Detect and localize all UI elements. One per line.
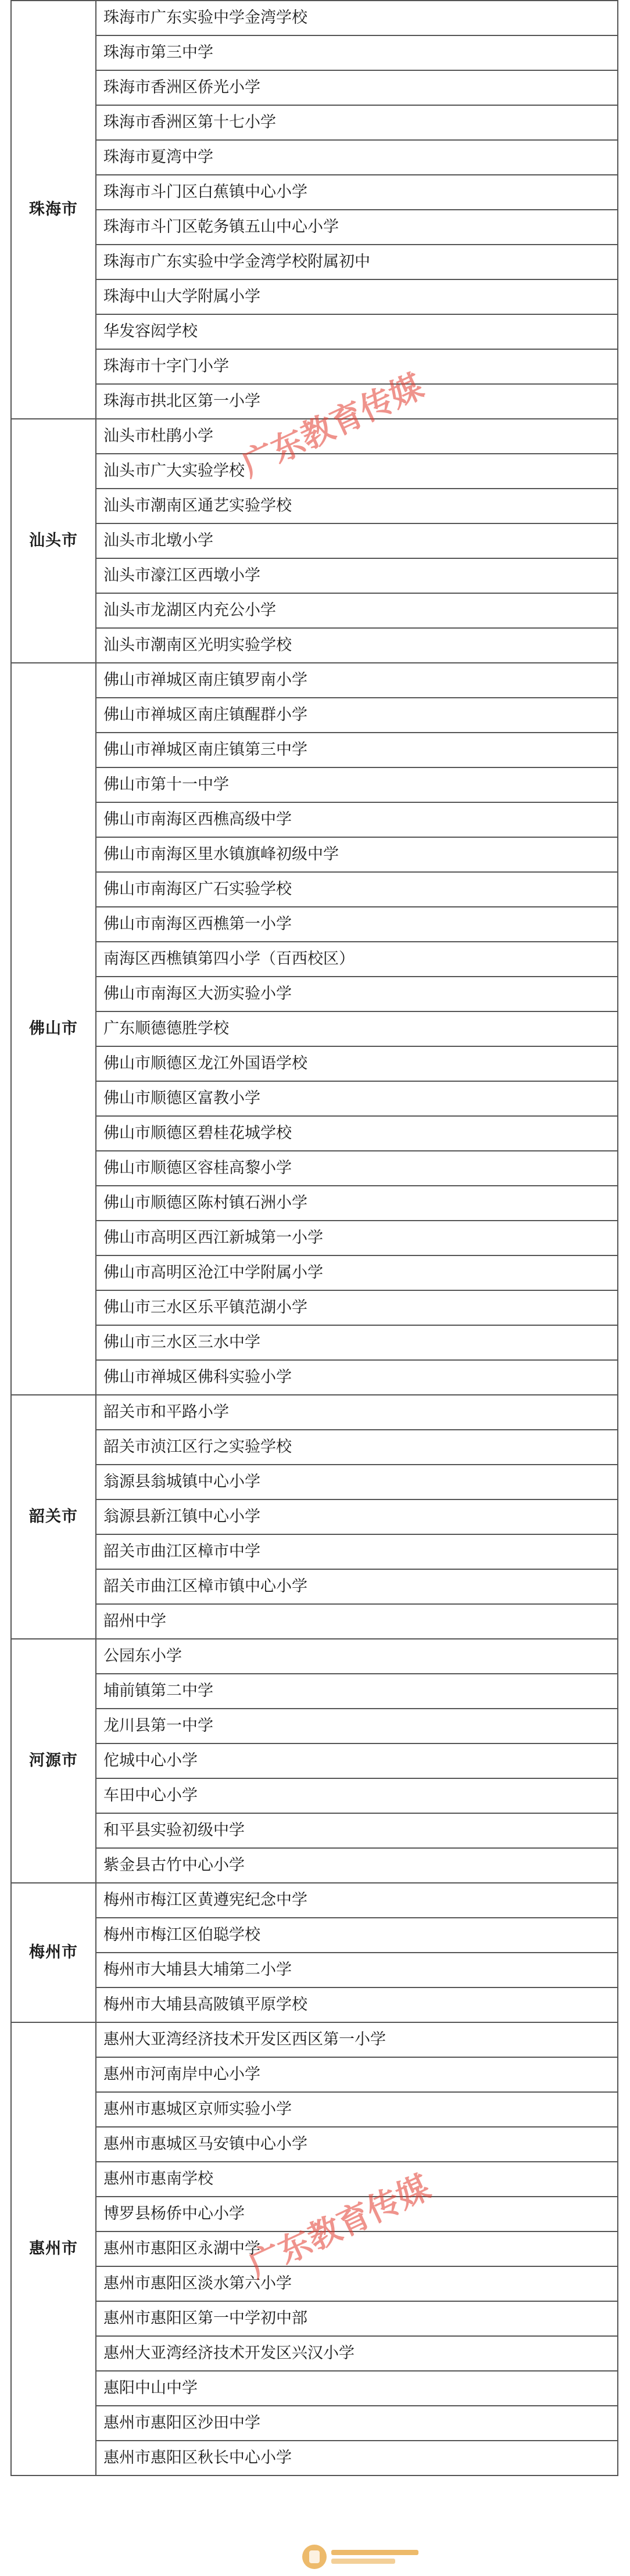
table-row xyxy=(11,140,618,175)
school-name-cell: 翁源县新江镇中心小学 xyxy=(96,1499,618,1534)
table-row xyxy=(11,1604,618,1639)
school-name-cell: 珠海市第三中学 xyxy=(96,35,618,70)
table-row xyxy=(11,70,618,105)
school-name-cell: 华发容闳学校 xyxy=(96,314,618,349)
table-row xyxy=(11,1151,618,1186)
table-row xyxy=(11,35,618,70)
school-name-cell: 汕头市杜鹃小学 xyxy=(96,419,618,454)
school-name-cell: 佛山市顺德区龙江外国语学校 xyxy=(96,1046,618,1081)
school-name-cell: 佛山市顺德区碧桂花城学校 xyxy=(96,1116,618,1151)
school-name-cell: 佛山市南海区大沥实验小学 xyxy=(96,977,618,1011)
table-row xyxy=(11,1883,618,1918)
table-row xyxy=(11,1255,618,1290)
school-name-cell: 佛山市高明区西江新城第一小学 xyxy=(96,1221,618,1255)
table-row xyxy=(11,454,618,489)
table-row xyxy=(11,2406,618,2441)
table-row xyxy=(11,2022,618,2057)
school-name-cell: 珠海市香洲区侨光小学 xyxy=(96,70,618,105)
table-row xyxy=(11,2057,618,2092)
table-row xyxy=(11,105,618,140)
city-cell: 梅州市 xyxy=(11,1883,96,2022)
table-row xyxy=(11,1221,618,1255)
table-row xyxy=(11,1569,618,1604)
table-row xyxy=(11,2336,618,2371)
school-name-cell: 惠州市河南岸中心小学 xyxy=(96,2057,618,2092)
table-row xyxy=(11,1743,618,1778)
table-row xyxy=(11,1953,618,1987)
school-name-cell: 汕头市北墩小学 xyxy=(96,523,618,558)
school-name-cell: 汕头市龙湖区内充公小学 xyxy=(96,593,618,628)
watermark-text: 广东教育传媒 xyxy=(242,2168,436,2286)
table-row xyxy=(11,1046,618,1081)
school-name-cell: 珠海市香洲区第十七小学 xyxy=(96,105,618,140)
school-name-cell: 珠海市拱北区第一小学 xyxy=(96,384,618,419)
table-row xyxy=(11,1116,618,1151)
table-row xyxy=(11,1186,618,1221)
table-row xyxy=(11,2371,618,2406)
school-name-cell: 惠州市惠阳区第一中学初中部 xyxy=(96,2301,618,2336)
table-row xyxy=(11,1290,618,1325)
city-cell: 珠海市 xyxy=(11,1,96,419)
school-name-cell: 梅州市梅江区伯聪学校 xyxy=(96,1918,618,1953)
school-list-body xyxy=(11,1,618,2475)
table-row xyxy=(11,1674,618,1709)
table-row xyxy=(11,175,618,210)
table-row xyxy=(11,872,618,907)
school-name-cell: 惠州大亚湾经济技术开发区兴汉小学 xyxy=(96,2336,618,2371)
school-name-cell: 翁源县翁城镇中心小学 xyxy=(96,1465,618,1499)
table-row xyxy=(11,1639,618,1674)
table-row xyxy=(11,1813,618,1848)
school-name-cell: 汕头市广大实验学校 xyxy=(96,454,618,489)
school-name-cell: 韶州中学 xyxy=(96,1604,618,1639)
school-name-cell: 博罗县杨侨中心小学 xyxy=(96,2197,618,2231)
table-row xyxy=(11,1395,618,1430)
school-name-cell: 佛山市顺德区容桂高黎小学 xyxy=(96,1151,618,1186)
school-name-cell: 韶关市曲江区樟市中学 xyxy=(96,1534,618,1569)
table-row xyxy=(11,1360,618,1395)
school-name-cell: 佛山市南海区里水镇旗峰初级中学 xyxy=(96,837,618,872)
table-row xyxy=(11,767,618,802)
table-row xyxy=(11,907,618,942)
table-row xyxy=(11,2231,618,2266)
school-name-cell: 汕头市潮南区通艺实验学校 xyxy=(96,489,618,523)
table-row xyxy=(11,1,618,35)
school-name-cell: 韶关市和平路小学 xyxy=(96,1395,618,1430)
table-row xyxy=(11,314,618,349)
school-name-cell: 埔前镇第二中学 xyxy=(96,1674,618,1709)
school-name-cell: 佛山市南海区西樵第一小学 xyxy=(96,907,618,942)
school-name-cell: 佛山市高明区沧江中学附属小学 xyxy=(96,1255,618,1290)
school-name-cell: 佛山市三水区三水中学 xyxy=(96,1325,618,1360)
table-row xyxy=(11,1987,618,2022)
table-row xyxy=(11,1534,618,1569)
city-cell: 佛山市 xyxy=(11,663,96,1395)
school-name-cell: 珠海市斗门区乾务镇五山中心小学 xyxy=(96,210,618,245)
school-name-cell: 广东顺德德胜学校 xyxy=(96,1011,618,1046)
school-name-cell: 车田中心小学 xyxy=(96,1778,618,1813)
table-row xyxy=(11,489,618,523)
school-name-cell: 韶关市曲江区樟市镇中心小学 xyxy=(96,1569,618,1604)
table-row xyxy=(11,698,618,733)
table-row xyxy=(11,1430,618,1465)
table-row xyxy=(11,942,618,977)
table-row xyxy=(11,1499,618,1534)
city-cell: 韶关市 xyxy=(11,1395,96,1639)
table-row xyxy=(11,1778,618,1813)
school-name-cell: 珠海市斗门区白蕉镇中心小学 xyxy=(96,175,618,210)
school-name-cell: 佛山市禅城区佛科实验小学 xyxy=(96,1360,618,1395)
table-row xyxy=(11,2266,618,2301)
table-row xyxy=(11,2197,618,2231)
school-name-cell: 珠海市夏湾中学 xyxy=(96,140,618,175)
school-name-cell: 佛山市顺德区陈村镇石洲小学 xyxy=(96,1186,618,1221)
table-row xyxy=(11,1918,618,1953)
table-row xyxy=(11,2301,618,2336)
school-name-cell: 梅州市大埔县大埔第二小学 xyxy=(96,1953,618,1987)
city-cell: 汕头市 xyxy=(11,419,96,663)
table-row xyxy=(11,419,618,454)
school-name-cell: 和平县实验初级中学 xyxy=(96,1813,618,1848)
school-name-cell: 珠海市广东实验中学金湾学校 xyxy=(96,1,618,35)
school-name-cell: 惠州市惠阳区淡水第六小学 xyxy=(96,2266,618,2301)
city-cell: 河源市 xyxy=(11,1639,96,1883)
school-name-cell: 韶关市浈江区行之实验学校 xyxy=(96,1430,618,1465)
logo-lettering xyxy=(331,2550,418,2564)
table-row xyxy=(11,1011,618,1046)
school-name-cell: 惠州市惠城区京师实验小学 xyxy=(96,2092,618,2127)
table-row xyxy=(11,2162,618,2197)
school-name-cell: 梅州市梅江区黄遵宪纪念中学 xyxy=(96,1883,618,1918)
school-name-cell: 佛山市三水区乐平镇范湖小学 xyxy=(96,1290,618,1325)
city-cell: 惠州市 xyxy=(11,2022,96,2475)
table-row xyxy=(11,733,618,767)
school-name-cell: 惠州市惠阳区永湖中学 xyxy=(96,2231,618,2266)
table-row xyxy=(11,663,618,698)
table-row xyxy=(11,279,618,314)
school-name-cell: 公园东小学 xyxy=(96,1639,618,1674)
school-name-cell: 珠海市广东实验中学金湾学校附属初中 xyxy=(96,245,618,279)
school-name-cell: 佛山市南海区广石实验学校 xyxy=(96,872,618,907)
table-row xyxy=(11,1465,618,1499)
table-row xyxy=(11,802,618,837)
school-name-cell: 佛山市第十一中学 xyxy=(96,767,618,802)
school-list-table xyxy=(10,0,618,2476)
table-row xyxy=(11,2127,618,2162)
school-name-cell: 惠州市惠城区马安镇中心小学 xyxy=(96,2127,618,2162)
watermark-text: 广东教育传媒 xyxy=(235,367,429,485)
table-row xyxy=(11,593,618,628)
school-name-cell: 惠州市惠南学校 xyxy=(96,2162,618,2197)
table-row xyxy=(11,210,618,245)
school-name-cell: 惠州市惠阳区沙田中学 xyxy=(96,2406,618,2441)
table-row xyxy=(11,349,618,384)
school-name-cell: 惠州大亚湾经济技术开发区西区第一小学 xyxy=(96,2022,618,2057)
table-row xyxy=(11,977,618,1011)
school-name-cell: 佗城中心小学 xyxy=(96,1743,618,1778)
school-name-cell: 汕头市濠江区西墩小学 xyxy=(96,558,618,593)
school-name-cell: 佛山市顺德区富教小学 xyxy=(96,1081,618,1116)
school-name-cell: 南海区西樵镇第四小学（百西校区） xyxy=(96,942,618,977)
school-name-cell: 梅州市大埔县高陂镇平原学校 xyxy=(96,1987,618,2022)
school-name-cell: 佛山市禅城区南庄镇罗南小学 xyxy=(96,663,618,698)
school-name-cell: 珠海市十字门小学 xyxy=(96,349,618,384)
school-name-cell: 紫金县古竹中心小学 xyxy=(96,1848,618,1883)
school-name-cell: 佛山市禅城区南庄镇醒群小学 xyxy=(96,698,618,733)
school-name-cell: 佛山市南海区西樵高级中学 xyxy=(96,802,618,837)
table-row xyxy=(11,523,618,558)
table-row xyxy=(11,1325,618,1360)
table-row xyxy=(11,837,618,872)
school-name-cell: 珠海中山大学附属小学 xyxy=(96,279,618,314)
table-row xyxy=(11,558,618,593)
school-name-cell: 惠阳中山中学 xyxy=(96,2371,618,2406)
table-row xyxy=(11,384,618,419)
table-row xyxy=(11,1709,618,1743)
school-name-cell: 汕头市潮南区光明实验学校 xyxy=(96,628,618,663)
table-row xyxy=(11,1081,618,1116)
table-row xyxy=(11,628,618,663)
logo-icon xyxy=(302,2545,327,2569)
school-name-cell: 惠州市惠阳区秋长中心小学 xyxy=(96,2441,618,2475)
table-row xyxy=(11,2092,618,2127)
table-row xyxy=(11,2441,618,2475)
school-name-cell: 龙川县第一中学 xyxy=(96,1709,618,1743)
footer-logo xyxy=(302,2542,418,2571)
school-name-cell: 佛山市禅城区南庄镇第三中学 xyxy=(96,733,618,767)
table-row xyxy=(11,245,618,279)
table-row xyxy=(11,1848,618,1883)
